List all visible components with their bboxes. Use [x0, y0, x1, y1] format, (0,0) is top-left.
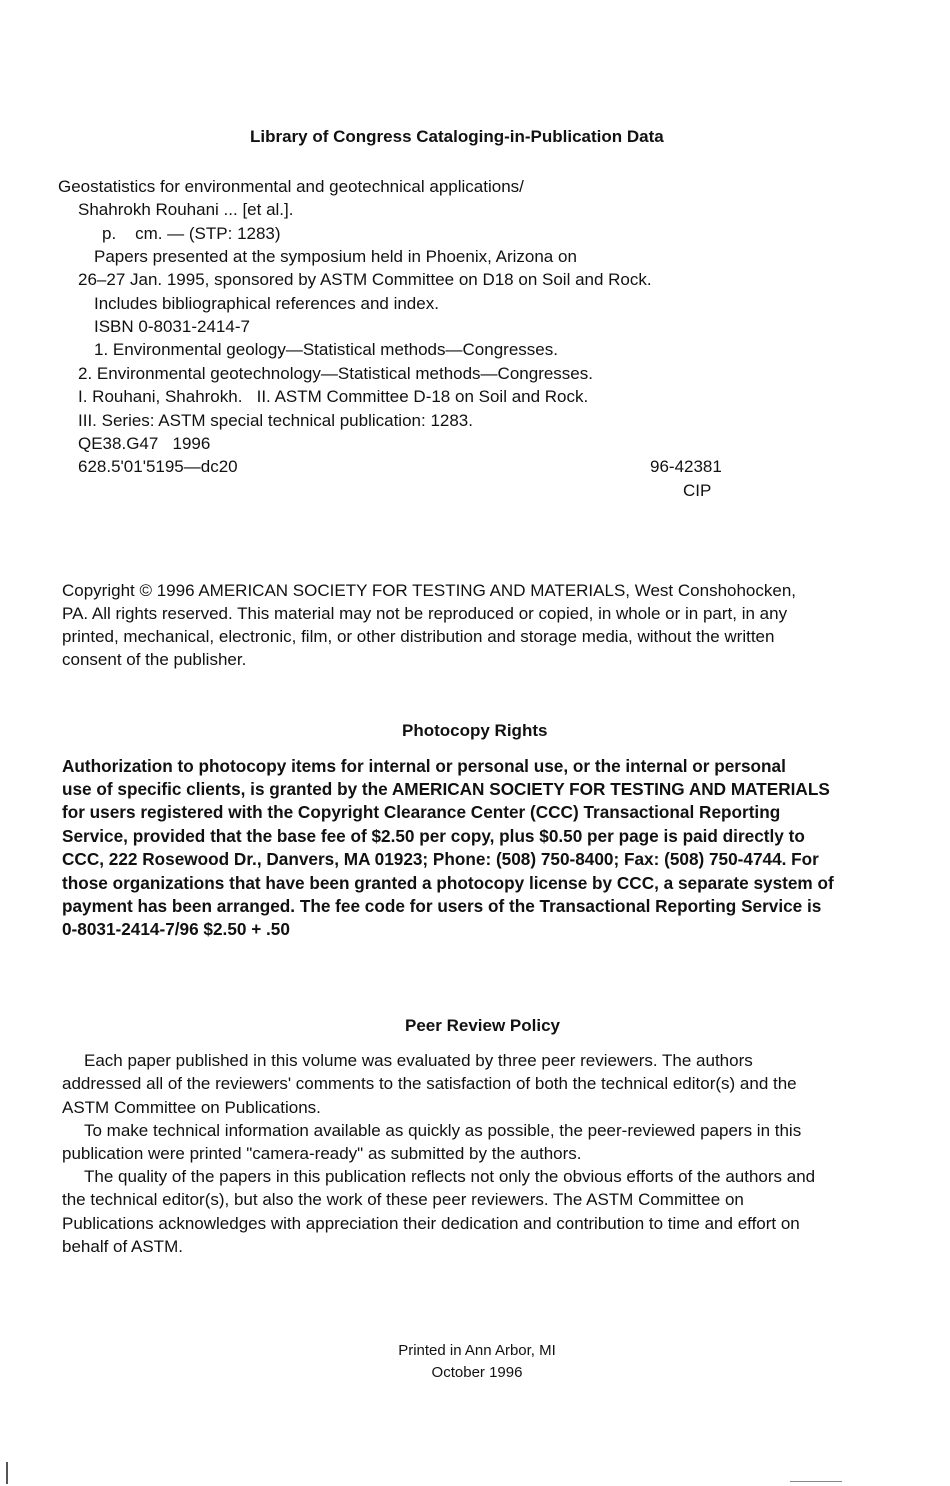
cip-line: ISBN 0-8031-2414-7 [94, 317, 250, 336]
peer-review-line: To make technical information available as quickly as possible, the peer-reviewed papers in this [84, 1121, 802, 1140]
cip-line: 1. Environmental geology—Statistical methods—Congresses. [94, 340, 558, 359]
photocopy-heading: Photocopy Rights [402, 721, 548, 740]
printed-location: Printed in Ann Arbor, MI [398, 1342, 556, 1359]
photocopy-line: 0-8031-2414-7/96 $2.50 + .50 [62, 919, 290, 939]
cip-line: Papers presented at the symposium held in Phoenix, Arizona on [94, 247, 577, 266]
photocopy-line: Service, provided that the base fee of $2.50 per copy, plus $0.50 per page is paid directly to [62, 826, 805, 846]
cip-label: CIP [683, 481, 712, 500]
cip-line: 2. Environmental geotechnology—Statistical methods—Congresses. [78, 364, 593, 383]
copyright-line: consent of the publisher. [62, 650, 247, 669]
peer-review-heading: Peer Review Policy [405, 1016, 560, 1035]
cip-line: Includes bibliographical references and index. [94, 294, 439, 313]
peer-review-line: the technical editor(s), but also the work of these peer reviewers. The ASTM Committee on [62, 1190, 744, 1209]
photocopy-line: Authorization to photocopy items for internal or personal use, or the internal or personal [62, 756, 786, 776]
cip-line: Geostatistics for environmental and geotechnical applications/ [58, 177, 524, 196]
cip-line: I. Rouhani, Shahrokh. II. ASTM Committee D-18 on Soil and Rock. [78, 387, 589, 406]
cip-line: Shahrokh Rouhani ... [et al.]. [78, 200, 294, 219]
photocopy-line: those organizations that have been granted a photocopy license by CCC, a separate system of [62, 873, 834, 893]
photocopy-line: use of specific clients, is granted by the AMERICAN SOCIETY FOR TESTING AND MATERIALS [62, 779, 830, 799]
cip-line: 26–27 Jan. 1995, sponsored by ASTM Committee on D18 on Soil and Rock. [78, 270, 652, 289]
photocopy-line: payment has been arranged. The fee code for users of the Transactional Reporting Service is [62, 896, 822, 916]
cip-heading: Library of Congress Cataloging-in-Publication Data [250, 127, 664, 146]
peer-review-line: addressed all of the reviewers' comments to the satisfaction of both the technical editor(s) and the [62, 1074, 797, 1093]
peer-review-line: The quality of the papers in this publication reflects not only the obvious efforts of the authors and [84, 1167, 816, 1186]
cip-line: III. Series: ASTM special technical publication: 1283. [78, 411, 473, 430]
lccn-number: 96-42381 [650, 457, 722, 476]
printed-date: October 1996 [431, 1364, 523, 1381]
cip-line: QE38.G47 1996 [78, 434, 211, 453]
photocopy-line: for users registered with the Copyright Clearance Center (CCC) Transactional Reporting [62, 802, 781, 822]
cip-line: p. cm. — (STP: 1283) [102, 224, 281, 243]
peer-review-line: publication were printed "camera-ready" as submitted by the authors. [62, 1144, 582, 1163]
peer-review-line: behalf of ASTM. [62, 1237, 183, 1256]
copyright-line: PA. All rights reserved. This material may not be reproduced or copied, in whole or in part, in any [62, 604, 788, 623]
photocopy-line: CCC, 222 Rosewood Dr., Danvers, MA 01923; Phone: (508) 750-8400; Fax: (508) 750-4744. For [62, 849, 819, 869]
copyright-line: Copyright © 1996 AMERICAN SOCIETY FOR TESTING AND MATERIALS, West Conshohocken, [62, 581, 797, 600]
scan-edge-mark [790, 1481, 842, 1482]
scan-edge-mark [6, 1462, 8, 1484]
peer-review-line: Publications acknowledges with appreciation their dedication and contribution to time and effort on [62, 1214, 800, 1233]
copyright-line: printed, mechanical, electronic, film, or other distribution and storage media, without the written [62, 627, 775, 646]
cip-line: 628.5'01'5195—dc20 [78, 457, 238, 476]
peer-review-line: Each paper published in this volume was evaluated by three peer reviewers. The authors [84, 1051, 753, 1070]
peer-review-line: ASTM Committee on Publications. [62, 1098, 321, 1117]
